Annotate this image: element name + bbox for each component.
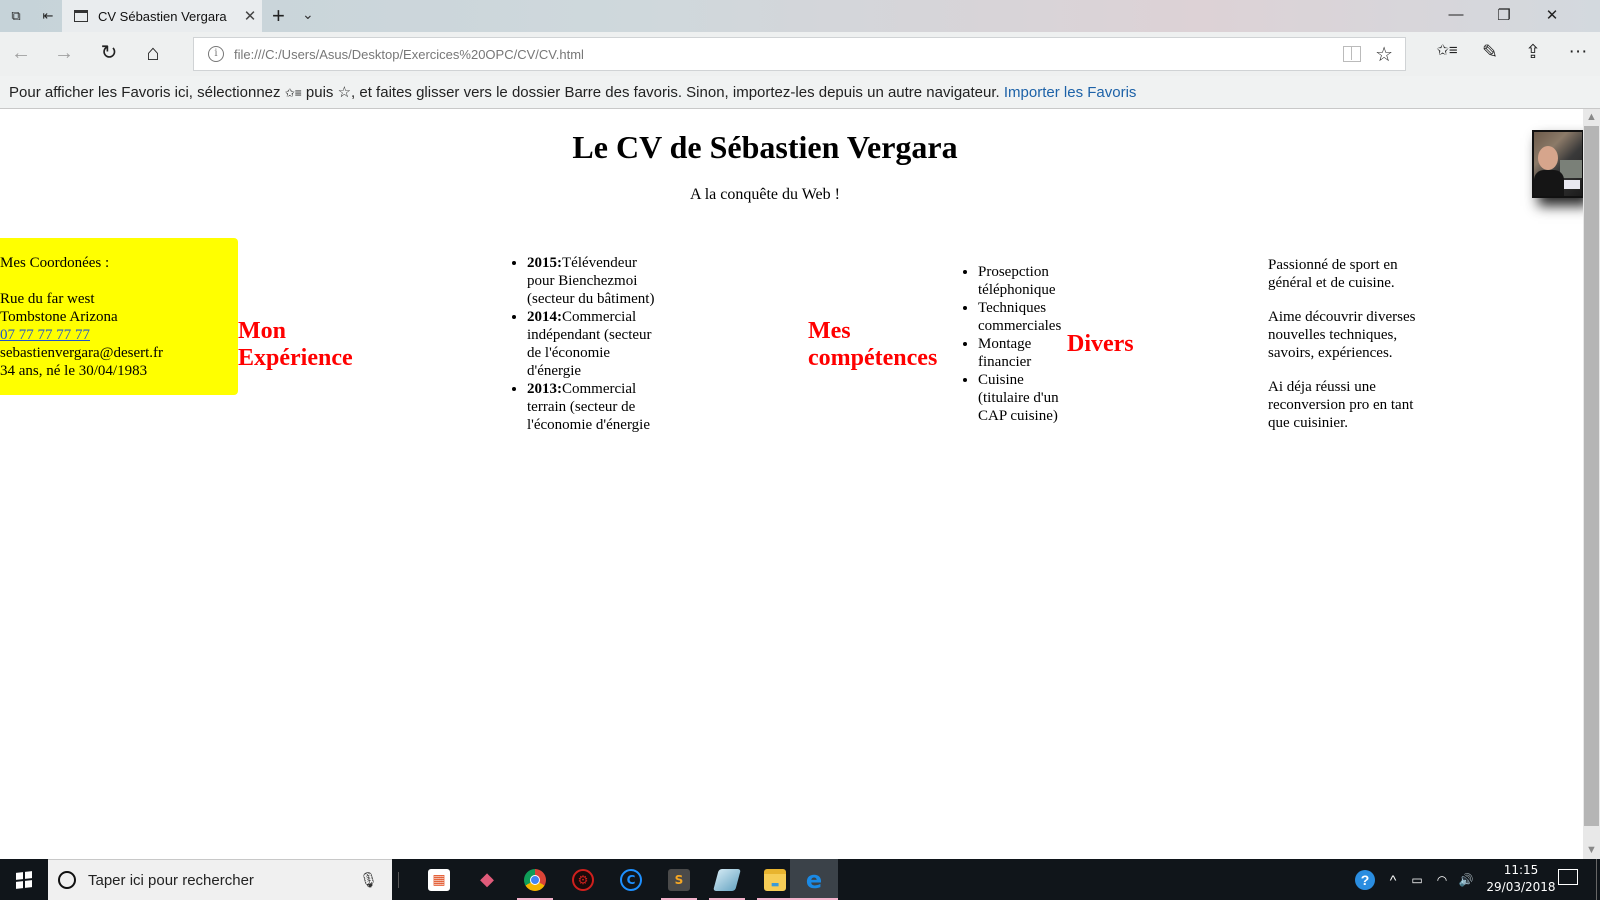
email-text: sebastienvergara@desert.fr bbox=[0, 345, 164, 361]
sublime-icon: S bbox=[668, 869, 690, 891]
file-explorer-icon: ▬ bbox=[764, 869, 786, 891]
misc-text bbox=[1268, 256, 1438, 448]
profile-photo bbox=[1532, 130, 1584, 198]
search-placeholder: Taper ici pour rechercher bbox=[88, 871, 254, 889]
navigation-bar bbox=[0, 32, 1600, 76]
misc-heading: Divers bbox=[1067, 331, 1134, 357]
phone-link[interactable]: 07 77 77 77 77 bbox=[0, 327, 90, 343]
scroll-down-icon[interactable]: ▼ bbox=[1586, 844, 1597, 856]
address-line-1: Rue du far west bbox=[0, 291, 95, 307]
chrome-icon bbox=[524, 869, 546, 891]
favorites-hub-icon[interactable]: ✩≡ bbox=[1436, 42, 1458, 59]
info-icon[interactable]: i bbox=[208, 46, 224, 62]
wifi-icon[interactable]: ◠ bbox=[1436, 872, 1448, 887]
favorites-bar bbox=[0, 76, 1600, 109]
clock-time: 11:15 bbox=[1503, 863, 1539, 877]
system-clock[interactable] bbox=[1486, 862, 1556, 896]
tab-title: CV Sébastien Vergara bbox=[98, 8, 227, 24]
misc-paragraph: Passionné de sport en général et de cuisine. bbox=[1268, 257, 1398, 291]
home-button[interactable]: ⌂ bbox=[146, 40, 160, 65]
taskbar-app-sublime[interactable] bbox=[655, 859, 703, 900]
action-center-icon[interactable] bbox=[1558, 869, 1578, 885]
url-text[interactable]: file:///C:/Users/Asus/Desktop/Exercices%20OPC/CV/CV.html bbox=[234, 46, 584, 62]
restore-button[interactable]: ❐ bbox=[1497, 7, 1511, 24]
page-title: Le CV de Sébastien Vergara bbox=[572, 129, 958, 165]
red-gear-icon: ⚙ bbox=[572, 869, 594, 891]
age-text: 34 ans, né le 30/04/1983 bbox=[0, 363, 148, 379]
skill-item: • Techniques commerciales bbox=[978, 299, 1078, 335]
title-bar bbox=[0, 0, 1600, 32]
set-aside-tabs-icon[interactable]: ⇤ bbox=[42, 8, 54, 23]
favorites-message-cont: puis ☆, et faites glisser vers le dossier Barre des favoris. Sinon, importez-les depuis un autre navigateur. bbox=[301, 84, 1004, 101]
misc-paragraph: Aime découvrir diverses nouvelles techniques, savoirs, expériences. bbox=[1268, 309, 1416, 361]
refresh-button[interactable]: ↻ bbox=[100, 42, 118, 64]
forward-button[interactable]: → bbox=[54, 42, 74, 64]
skills-heading: Mes compétences bbox=[808, 318, 938, 371]
taskbar-app-chrome[interactable] bbox=[511, 859, 559, 900]
coordinates-box bbox=[0, 238, 238, 395]
help-tray-icon[interactable]: ? bbox=[1352, 859, 1378, 900]
taskbar-app-notes[interactable] bbox=[703, 859, 751, 900]
coordinates-heading: Mes Coordonées : bbox=[0, 255, 110, 271]
new-tab-icon[interactable]: + bbox=[272, 3, 285, 28]
back-button[interactable]: ← bbox=[11, 42, 31, 64]
skill-item: • Cuisine (titulaire d'un CAP cuisine) bbox=[978, 371, 1078, 425]
favorites-message: Pour afficher les Favoris ici, sélectionnez bbox=[9, 84, 285, 101]
windows-logo-icon bbox=[16, 871, 32, 888]
reading-view-icon[interactable] bbox=[1343, 46, 1361, 62]
volume-icon[interactable]: 🔊 bbox=[1458, 872, 1474, 887]
experience-item: • 2013:Commercial terrain (secteur de l'économie d'énergie bbox=[527, 380, 667, 434]
scroll-up-icon[interactable]: ▲ bbox=[1586, 111, 1597, 123]
ccleaner-icon: C bbox=[620, 869, 642, 891]
taskbar-divider bbox=[398, 872, 399, 888]
add-favorite-star-icon[interactable]: ☆ bbox=[1375, 43, 1393, 66]
notes-icon bbox=[713, 869, 741, 891]
show-desktop-button[interactable] bbox=[1596, 859, 1597, 900]
page-subtitle: A la conquête du Web ! bbox=[690, 186, 840, 203]
tab-manager-icon[interactable]: ⧉ bbox=[11, 8, 21, 23]
battery-icon[interactable]: ▭ bbox=[1411, 872, 1423, 887]
tab-close-icon[interactable]: ✕ bbox=[243, 8, 257, 25]
taskbar bbox=[0, 859, 1600, 900]
vertical-scrollbar[interactable] bbox=[1583, 109, 1600, 859]
scrollbar-thumb[interactable] bbox=[1584, 126, 1599, 826]
experience-item: • 2014:Commercial indépendant (secteur de l'économie d'énergie bbox=[527, 308, 667, 380]
share-icon[interactable]: ⇪ bbox=[1525, 42, 1541, 63]
skill-item: • Prosepction téléphonique bbox=[978, 263, 1078, 299]
taskbar-search[interactable] bbox=[48, 859, 392, 900]
store-icon: ▦ bbox=[428, 869, 450, 891]
microphone-icon[interactable]: 🎙 bbox=[358, 872, 378, 889]
taskbar-app-ccleaner[interactable] bbox=[607, 859, 655, 900]
experience-item: • 2015:Télévendeur pour Bienchezmoi (secteur du bâtiment) bbox=[527, 254, 667, 308]
cortana-icon bbox=[58, 871, 76, 889]
close-window-button[interactable]: ✕ bbox=[1545, 7, 1559, 24]
edge-icon: e bbox=[805, 865, 823, 894]
address-bar[interactable] bbox=[193, 37, 1406, 71]
page-viewport bbox=[0, 109, 1583, 859]
show-hidden-icons-chevron[interactable]: ^ bbox=[1389, 871, 1397, 888]
taskbar-app-git[interactable] bbox=[463, 859, 511, 900]
chevron-down-icon[interactable]: ⌄ bbox=[302, 6, 314, 22]
taskbar-app-red[interactable] bbox=[559, 859, 607, 900]
taskbar-app-store[interactable] bbox=[415, 859, 463, 900]
misc-paragraph: Ai déja réussi une reconversion pro en tant que cuisinier. bbox=[1268, 379, 1414, 431]
skill-item: • Montage financier bbox=[978, 335, 1078, 371]
git-icon: ◆ bbox=[480, 868, 494, 890]
start-button[interactable] bbox=[0, 859, 48, 900]
web-notes-icon[interactable]: ✎ bbox=[1482, 42, 1498, 63]
minimize-button[interactable]: — bbox=[1448, 6, 1464, 23]
favorites-hub-inline-icon: ✩≡ bbox=[284, 86, 302, 100]
experience-heading: Mon Expérience bbox=[238, 318, 353, 371]
more-options-icon[interactable]: ··· bbox=[1568, 41, 1588, 62]
skills-list bbox=[963, 263, 1078, 425]
clock-date: 29/03/2018 bbox=[1486, 880, 1556, 894]
address-line-2: Tombstone Arizona bbox=[0, 309, 118, 325]
import-favorites-link[interactable]: Importer les Favoris bbox=[1003, 84, 1137, 101]
taskbar-app-edge[interactable] bbox=[790, 859, 838, 900]
page-icon bbox=[74, 10, 88, 22]
tab-cv[interactable] bbox=[62, 0, 262, 32]
experience-list bbox=[512, 254, 667, 434]
